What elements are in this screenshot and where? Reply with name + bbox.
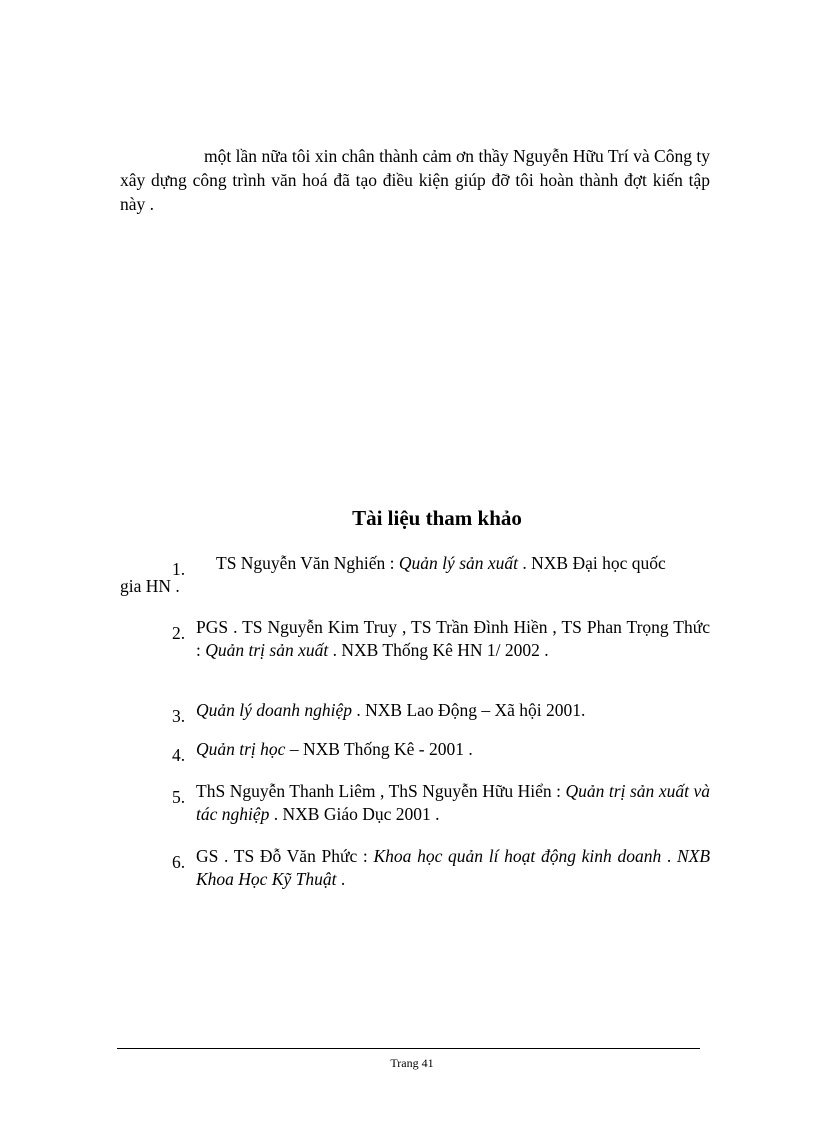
reference-number: 1. [172,559,186,579]
reference-text: PGS . TS Nguyễn Kim Truy , TS Trần Đình Hiền , TS Phan Trọng Thức : Quản trị sản xuất . NXB Thống Kê HN 1/ 2002 . [196,617,710,660]
references-title: Tài liệu tham khảo [352,506,522,530]
reference-line-2: gia HN . [120,576,180,596]
page-number: Trang 41 [390,1056,434,1070]
closing-paragraph-text: một lần nữa tôi xin chân thành cảm ơn thầy Nguyễn Hữu Trí và Công ty xây dựng công trình văn hoá đã tạo điều kiện giúp đỡ tôi hoàn thành đợt kiến tập này . [120,146,710,214]
reference-text: Quản trị học – NXB Thống Kê - 2001 . [196,739,473,759]
closing-paragraph [120,144,710,216]
reference-text: ThS Nguyễn Thanh Liêm , ThS Nguyễn Hữu Hiển : Quản trị sản xuất và tác nghiệp . NXB Giáo Dục 2001 . [196,781,710,824]
footer-divider [117,1048,700,1049]
reference-number: 6. [172,852,186,872]
reference-text: Quản lý doanh nghiệp . NXB Lao Động – Xã hội 2001. [196,700,586,720]
reference-number: 5. [172,787,186,807]
reference-number: 2. [172,623,186,643]
reference-number: 4. [172,745,186,765]
reference-line-1: TS Nguyễn Văn Nghiến : Quản lý sản xuất . NXB Đại học quốc [216,553,666,573]
reference-number: 3. [172,706,186,726]
reference-text: GS . TS Đỗ Văn Phức : Khoa học quản lí hoạt động kinh doanh . NXB Khoa Học Kỹ Thuật . [196,846,711,889]
